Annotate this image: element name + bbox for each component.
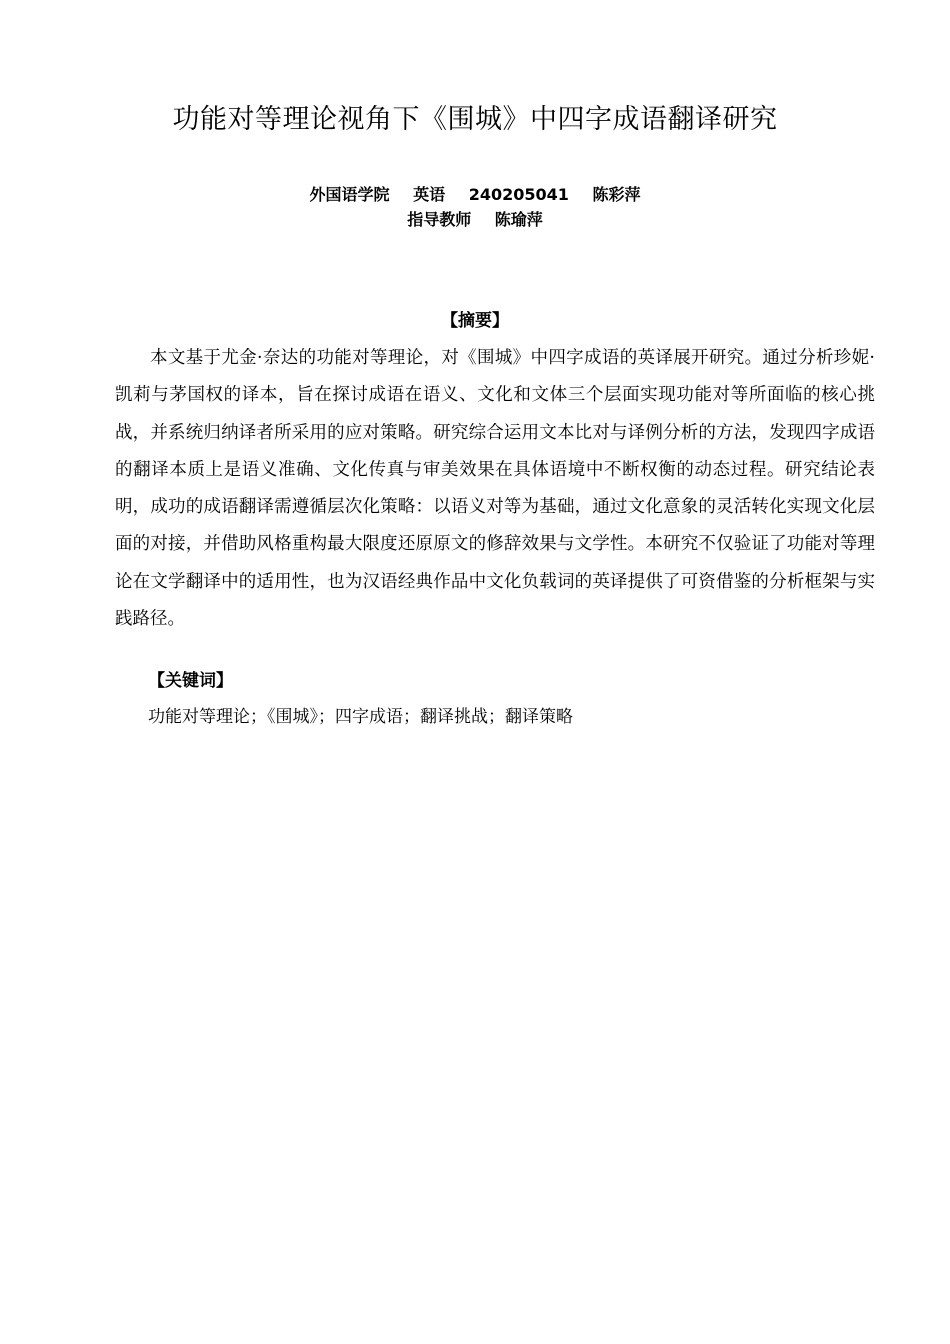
paper-title: 功能对等理论视角下《围城》中四字成语翻译研究 <box>172 104 778 135</box>
major-name: 英语 <box>413 185 446 204</box>
author-info-line <box>0 183 950 207</box>
college-name: 外国语学院 <box>309 185 390 204</box>
keywords-body: 功能对等理论；《围城》；四字成语；翻译挑战；翻译策略 <box>148 707 573 727</box>
abstract-body: 本文基于尤金·奈达的功能对等理论，对《围城》中四字成语的英译展开研究。通过分析珍妮·凯莉与茅国权的译本，旨在探讨成语在语义、文化和文体三个层面实现功能对等所面临的核心挑战，并系统归纳译者所采用的应对策略。研究综合运用文本比对与译例分析的方法，发现四字成语的翻译本质上是语义准确、文化传真与审美效果在具体语境中不断权衡的动态过程。研究结论表明，成功的成语翻译需遵循层次化策略：以语义对等为基础，通过文化意象的灵活转化实现文化层面的对接，并借助风格重构最大限度还原原文的修辞效果与文学性。本研究不仅验证了功能对等理论在文学翻译中的适用性，也为汉语经典作品中文化负载词的英译提供了可资借鉴的分析框架与实践路径。 <box>115 348 875 630</box>
advisor-name: 陈瑜萍 <box>494 210 543 229</box>
student-name: 陈彩萍 <box>592 185 641 204</box>
abstract-heading: 【摘要】 <box>441 311 509 331</box>
student-id: 240205041 <box>468 185 569 204</box>
advisor-label: 指导教师 <box>407 210 472 229</box>
keywords-heading: 【关键词】 <box>148 671 233 691</box>
advisor-info-line <box>0 208 950 232</box>
